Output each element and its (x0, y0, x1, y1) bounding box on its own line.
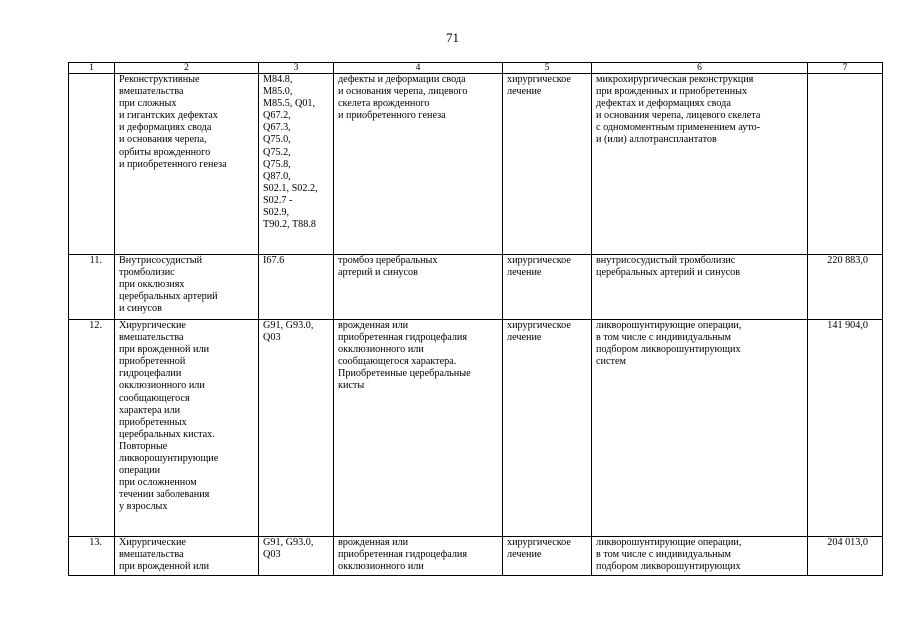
treatment-method: внутрисосудистый тромболизис церебральных артерий и синусов (592, 255, 808, 320)
row-number (69, 74, 115, 255)
price: 204 013,0 (808, 537, 883, 576)
table-row (69, 255, 883, 320)
table-row (69, 74, 883, 255)
column-number: 7 (808, 63, 883, 74)
column-number: 4 (334, 63, 503, 74)
intervention-name: Хирургические вмешательства при врожденной или приобретенной гидроцефалии окклюзионного или сообщающегося характера или приобретенных церебральных кистах. Повторные ликворошунтирующие операции при осложненном течении заболевания у взрослых (115, 320, 259, 537)
page-number: 71 (446, 30, 459, 45)
medical-care-table (68, 62, 883, 576)
row-number: 12. (69, 320, 115, 537)
row-number: 13. (69, 537, 115, 576)
column-number: 6 (592, 63, 808, 74)
column-number: 2 (115, 63, 259, 74)
row-number: 11. (69, 255, 115, 320)
treatment-method: ликворошунтирующие операции, в том числе с индивидуальным подбором ликворошунтирующих (592, 537, 808, 576)
diagnosis-codes: G91, G93.0, Q03 (259, 537, 334, 576)
patient-model: врожденная или приобретенная гидроцефалия окклюзионного или (334, 537, 503, 576)
treatment-method: микрохирургическая реконструкция при врожденных и приобретенных дефектах и деформациях свода и основания черепа, лицевого скелета с одномоментным применением ауто- и (или) аллотрансплантатов (592, 74, 808, 255)
column-number: 1 (69, 63, 115, 74)
patient-model: тромбоз церебральных артерий и синусов (334, 255, 503, 320)
column-number-row (69, 63, 883, 74)
treatment-type: хирургическое лечение (503, 255, 592, 320)
table-row (69, 320, 883, 537)
price (808, 74, 883, 255)
patient-model: врожденная или приобретенная гидроцефалия окклюзионного или сообщающегося характера. Приобретенные церебральные кисты (334, 320, 503, 537)
price: 220 883,0 (808, 255, 883, 320)
diagnosis-codes: I67.6 (259, 255, 334, 320)
diagnosis-codes: M84.8, M85.0, M85.5, Q01, Q67.2, Q67.3, Q75.0, Q75.2, Q75.8, Q87.0, S02.1, S02.2, S02.7 - S02.9, T90.2, T88.8 (259, 74, 334, 255)
column-number: 5 (503, 63, 592, 74)
intervention-name: Реконструктивные вмешательства при сложных и гигантских дефектах и деформациях свода и основания черепа, орбиты врожденного и приобретенного генеза (115, 74, 259, 255)
patient-model: дефекты и деформации свода и основания черепа, лицевого скелета врожденного и приобретенного генеза (334, 74, 503, 255)
diagnosis-codes: G91, G93.0, Q03 (259, 320, 334, 537)
treatment-type: хирургическое лечение (503, 320, 592, 537)
intervention-name: Внутрисосудистый тромболизис при окклюзиях церебральных артерий и синусов (115, 255, 259, 320)
treatment-type: хирургическое лечение (503, 537, 592, 576)
treatment-type: хирургическое лечение (503, 74, 592, 255)
table-row (69, 537, 883, 576)
column-number: 3 (259, 63, 334, 74)
treatment-method: ликворошунтирующие операции, в том числе с индивидуальным подбором ликворошунтирующих систем (592, 320, 808, 537)
intervention-name: Хирургические вмешательства при врожденной или (115, 537, 259, 576)
price: 141 904,0 (808, 320, 883, 537)
